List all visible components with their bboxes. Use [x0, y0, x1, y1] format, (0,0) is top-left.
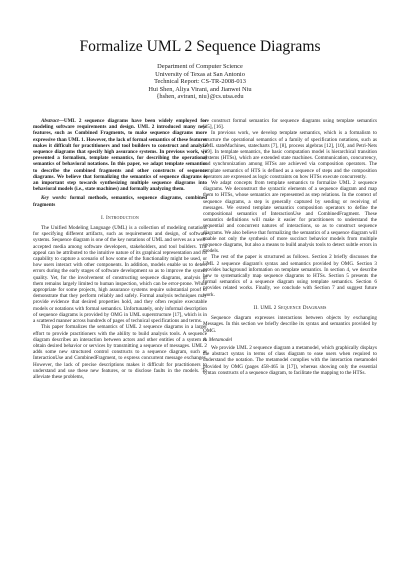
left-column [33, 118, 207, 380]
abstract-text: —UML 2 sequence diagrams have been widely employed for modeling software requirements and design. UML 2 introduced many new features, such as Combined Fragments, to make sequence diagrams more expressive than UML 1. However, the lack of formal semantics of these features makes it difficult for practitioners and tool builders to construct and analyze sequence diagrams that specify high assurance systems. In previous work, we presented a formalism, template semantics, for describing the operational semantics of behavioral notations. In this paper, we adapt template semantics to describe the combined fragments and other constructs of sequence diagrams. We believe that formalizing the semantics of sequence diagrams is an important step towards synthesizing multiple sequence diagrams into behavioral models (i.e., state machines) and formally analyzing them. [33, 118, 207, 193]
keywords [33, 195, 207, 207]
paper-title: Formalize UML 2 Sequence Diagrams [79, 38, 321, 55]
subsection-heading-metamodel: A. Metamodel [203, 336, 233, 343]
body-paragraph-6: We provide UML 2 sequence diagram a metamodel, which graphically displays the abstract syntax in terms of class diagram to ease users when required to understand the notation. The metamodel complies with the interaction metamodel provided by OMG (pages 458-465 in [17]), whereas showing only the essential syntax constructs of a sequence diagram, to facilitate the mapping to the HTSs. [203, 344, 377, 376]
university: University of Texas at San Antonio [155, 70, 245, 78]
body-paragraph-2: In previous work, we develop template semantics, which is a formalism to structure the operational semantics of a family of specification notations, such as UML stateMachines, statecharts [7], [8], process algebras [12], [10], and Petri-Nets [19]. In template semantics, the basic computation model is hierarchical transition systems (HTSs), which are extended state machines. Communication, concurrency, and synchronization among HTSs are achieved via composition operators. The template semantics of HTS is defined as a sequence of steps and the composition operators are expressed as logic constraints on how HTSs execute concurrently. [203, 130, 377, 180]
right-column [203, 118, 377, 376]
intro-paragraph-2: This paper formalizes the semantics of UML 2 sequence diagrams in a larger effort to provide practitioners with the ability to build analysis tools. A sequence diagram describes an interaction between actors and other entities of a system to obtain desired behavior or services by transmitting a sequence of messages. UML 2 adds some new structured control constructs to a sequence diagram, such as InteractionUse and CombinedFragment, to express concurrent message exchanges. However, the lack of precise descriptions makes it difficult for practitioners to understand and use these new features, or to disclose faults in the models. To alleviate these problems, [33, 324, 207, 380]
report-number: Technical Report: CS-TR-2008-013 [154, 78, 246, 86]
body-paragraph-5: Sequence diagram expresses interactions between objects by exchanging Messages. In this section we briefly describe its syntax and semantics provided by OMG. [203, 315, 377, 334]
authors: Hui Shen, Aliya Virani, and Jianwei Niu [148, 85, 252, 93]
keywords-lead: Key words: [41, 195, 67, 202]
emails: {hshen, avirani, niu}@cs.utsa.edu [156, 93, 244, 101]
author-affiliation-block [0, 63, 400, 101]
intro-paragraph-1: The Unified Modeling Language (UML) is a collection of modeling notations for specifying different artifacts, such as requirements and design, of software systems. Sequence diagram is one of the key notations of UML and serves as a well-accepted media among software developers, stakeholders, and tool builders. The appeal can be attributed to the intuitive nature of its graphical representation and its capability to capture a scenario of how some of the functionality might be used, or how users interact with other components. In addition, models enable us to detect errors during the early stages of software development so as to improve the system quality. Yet, for the involvement of constructing sequence diagrams, analysis of them remains largely limited to human inspection, which can be error-prone. While appropriate for some projects, high assurance systems require substantial proof to demonstrate that they perform reliably and safely. Formal analysis techniques may provide evidence that desired properties hold, and they often require executable models or notations with formal semantics. Unfortunately, only informal description of sequence diagrams is provided by OMG in UML superstructure [17], which is in a scattered manner across hundreds of pages of technical specifications and terms. [33, 225, 207, 325]
body-paragraph-1: we construct formal semantics for sequence diagrams using template semantics [15], [16]. [203, 118, 377, 131]
section-heading-introduction: I. Introduction [101, 214, 139, 221]
body-paragraph-4: The rest of the paper is structured as follows. Section 2 briefly discusses the UML 2 sequence diagram's syntax and semantics provided by OMG. Section 3 provides background information on template semantics. In section 4, we describe how to systematically map sequence diagrams to HTSs. Section 5 presents the formal semantics of a sequence diagram using template semantics. Section 6 provides related works. Finally, we conclude with Section 7 and suggest future work. [203, 254, 377, 298]
department: Department of Computer Science [157, 63, 243, 70]
abstract-lead: Abstract [41, 118, 59, 124]
keywords-text: formal methods, semantics, sequence diagrams, combined fragments [33, 195, 207, 208]
abstract [33, 118, 207, 192]
body-paragraph-3: We adapt concepts from template semantics to formalize UML 2 sequence diagrams. We deconstruct the syntactic elements of a sequence diagram and map them to HTSs, whose semantics are represented as step relations. In the context of sequence diagrams, a step is generally captured by sending or receiving of messages. We extend template semantics composition operators to define the compositional semantics of InteractionUse and CombinedFragment. These semantics definitions will make it easier for practitioners to understand the sequential and concurrent natures of interactions, so as to construct sequence diagrams. We also believe that formalizing the semantics of a sequence diagram will enable not only the synthesis of more succinct behavior models from multiple sequence diagrams, but also a means to build analysis tools to detect subtle errors in models. [203, 180, 377, 255]
section-heading-sequence-diagrams: II. UML 2 Sequence Diagrams [253, 304, 327, 311]
